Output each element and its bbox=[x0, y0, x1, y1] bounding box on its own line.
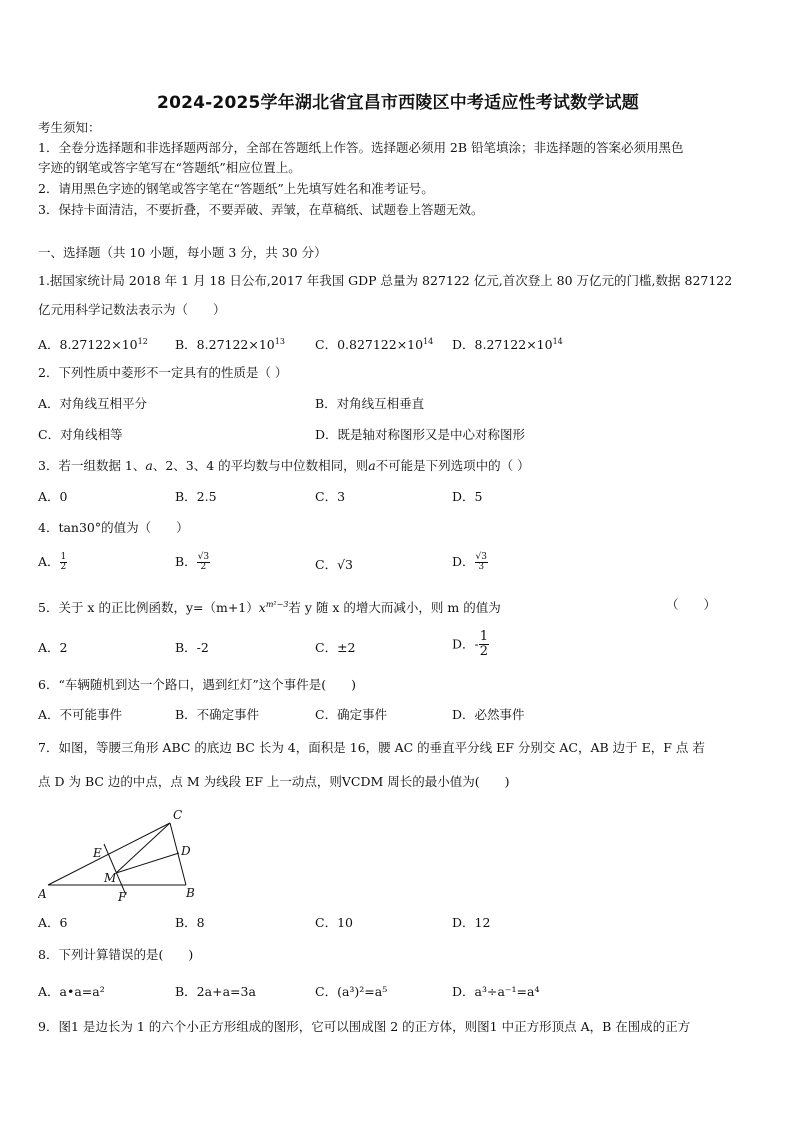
q4-option-d[interactable]: D． $\frac{√3}{3}$ bbox=[452, 552, 487, 572]
q1-option-b[interactable]: B．$8.27122\times 10^{13}$ bbox=[175, 337, 285, 353]
q3-option-c[interactable]: C．3 bbox=[315, 489, 346, 504]
page-title: 2024-2025学年湖北省宜昌市西陵区中考适应性考试数学试题 bbox=[157, 93, 639, 113]
q6-stem: 6．“车辆随机到达一个路口，遇到红灯”这个事件是( ) bbox=[38, 677, 356, 692]
label-d: D bbox=[181, 844, 191, 858]
q6-option-b[interactable]: B．不确定事件 bbox=[175, 707, 260, 722]
q6-option-a[interactable]: A．不可能事件 bbox=[38, 707, 123, 722]
q7-option-c[interactable]: C．10 bbox=[315, 915, 353, 930]
q4-stem: 4．tan30°的值为（ ） bbox=[38, 520, 189, 535]
q8-option-b[interactable]: B．2a+a=3a bbox=[175, 984, 256, 999]
triangle-figure bbox=[38, 803, 208, 903]
label-c: C bbox=[173, 808, 183, 822]
q8-option-c[interactable]: C．(a³)²=a⁵ bbox=[315, 984, 388, 999]
q3-option-b[interactable]: B．2.5 bbox=[175, 489, 217, 504]
label-a: A bbox=[38, 887, 47, 901]
q1-stem-line2: 亿元用科学记数法表示为（ ） bbox=[38, 302, 226, 317]
notice-item-3: 3．保持卡面清洁，不要折叠，不要弄破、弄皱，在草稿纸、试题卷上答题无效。 bbox=[38, 202, 484, 217]
q2-option-d[interactable]: D．既是轴对称图形又是中心对称图形 bbox=[315, 427, 526, 442]
q1-option-d[interactable]: D．$8.27122\times 10^{14}$ bbox=[452, 337, 563, 353]
q7-option-a[interactable]: A．6 bbox=[38, 915, 68, 930]
notice-item-1-cont: 字迹的钢笔或答字笔写在“答题纸”相应位置上。 bbox=[38, 160, 301, 175]
q8-option-a[interactable]: A．a•a=a² bbox=[38, 984, 105, 999]
section-heading: 一、选择题（共 10 小题，每小题 3 分，共 30 分） bbox=[38, 245, 327, 260]
q7-option-d[interactable]: D．12 bbox=[452, 915, 491, 930]
label-f: F bbox=[118, 890, 127, 903]
q2-stem: 2．下列性质中菱形不一定具有的性质是（ ） bbox=[38, 365, 288, 380]
q1-option-c[interactable]: C．$0.827122\times 10^{14}$ bbox=[315, 337, 434, 353]
q5-option-c[interactable]: C．±2 bbox=[315, 640, 356, 655]
q9-stem: 9．图1 是边长为 1 的六个小正方形组成的图形，它可以围成图 2 的正方体，则图1 中正方形顶点 A，B 在围成的正方 bbox=[38, 1019, 691, 1034]
q7-stem-line2: 点 D 为 BC 边的中点，点 M 为线段 EF 上一动点，则VCDM 周长的最小值为( ) bbox=[38, 774, 510, 789]
q3-option-d[interactable]: D．5 bbox=[452, 489, 483, 504]
notice-item-2: 2．请用黑色字迹的钢笔或答字笔在“答题纸”上先填写姓名和准考证号。 bbox=[38, 181, 434, 196]
q3-option-a[interactable]: A．0 bbox=[38, 489, 68, 504]
q2-option-a[interactable]: A．对角线互相平分 bbox=[38, 396, 148, 411]
q2-option-c[interactable]: C．对角线相等 bbox=[38, 427, 123, 442]
notice-item-1: 1．全卷分选择题和非选择题两部分，全部在答题纸上作答。选择题必须用 2B 铅笔填涂；非选择题的答案必须用黑色 bbox=[38, 140, 684, 155]
q7-option-b[interactable]: B．8 bbox=[175, 915, 205, 930]
q5-option-a[interactable]: A．2 bbox=[38, 640, 68, 655]
segment-md bbox=[116, 853, 179, 873]
q1-stem-line1: 1.据国家统计局 2018 年 1 月 18 日公布,2017 年我国 GDP 总量为 827122 亿元,首次登上 80 万亿元的门槛,数据 827122 bbox=[38, 273, 733, 288]
segment-ef bbox=[104, 844, 126, 895]
q8-stem: 8．下列计算错误的是( ) bbox=[38, 947, 194, 962]
q4-option-b[interactable]: B． $\frac{√3}{2}$ bbox=[175, 552, 210, 572]
label-m: M bbox=[104, 871, 117, 885]
label-b: B bbox=[186, 886, 195, 900]
segment-cm bbox=[116, 823, 170, 873]
q4-option-a[interactable]: A． $\frac{1}{2}$ bbox=[38, 552, 67, 572]
q6-option-d[interactable]: D．必然事件 bbox=[452, 707, 525, 722]
q7-stem-line1: 7．如图，等腰三角形 ABC 的底边 BC 长为 4，面积是 16，腰 AC 的垂直平分线 EF 分别交 AC，AB 边于 E，F 点 若 bbox=[38, 740, 705, 755]
q6-option-c[interactable]: C．确定事件 bbox=[315, 707, 388, 722]
q5-option-d[interactable]: D．- $\frac{1}{2}$ bbox=[452, 629, 489, 659]
q1-option-a[interactable]: A．$8.27122\times 10^{12}$ bbox=[38, 337, 148, 353]
q5-stem: 5．关于 x 的正比例函数，$y=(m+1)x^{m^2-3}$若 y 随 x 的增大而减小，则 m 的值为 bbox=[38, 600, 501, 616]
q4-option-c[interactable]: C．√3 bbox=[315, 557, 353, 572]
q5-answer-paren: （ ） bbox=[666, 597, 717, 612]
q2-option-b[interactable]: B．对角线互相垂直 bbox=[315, 396, 425, 411]
notice-heading: 考生须知： bbox=[38, 120, 101, 135]
q3-stem: 3．若一组数据 1、a、2、3、4 的平均数与中位数相同，则a不可能是下列选项中的（ ） bbox=[38, 458, 530, 473]
label-e: E bbox=[93, 846, 102, 860]
q5-option-b[interactable]: B．-2 bbox=[175, 640, 209, 655]
q8-option-d[interactable]: D．a³÷a⁻¹=a⁴ bbox=[452, 984, 540, 999]
